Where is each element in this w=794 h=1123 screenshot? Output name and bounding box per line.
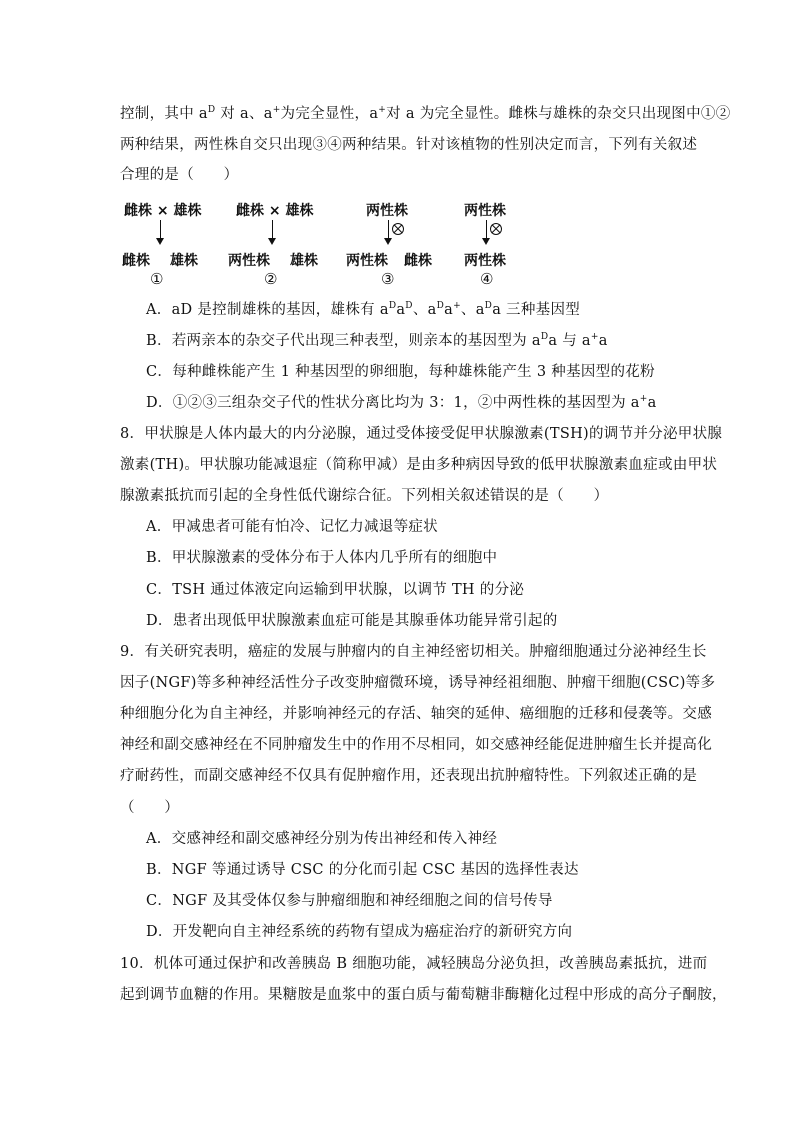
cross1-offspring-female: 雌株 [122,253,150,269]
q8-option-c: C．TSH 通过体液定向运输到甲状腺，以调节 TH 的分泌 [146,582,525,598]
q7-option-d: D．①②③三组杂交子代的性状分离比均为 3：1，②中两性株的基因型为 a+a [146,394,657,411]
cross1-arrow [160,220,161,240]
q9-stem-line-1: 9．有关研究表明，癌症的发展与肿瘤内的自主神经密切相关。肿瘤细胞通过分泌神经生长 [120,644,707,660]
q9-option-c: C．NGF 及其受体仅参与肿瘤细胞和神经细胞之间的信号传导 [146,893,553,909]
q8-stem-line-2: 激素(TH)。甲状腺功能减退症（简称甲减）是由多种病因导致的低甲状腺激素血症或由甲状 [120,457,718,473]
cross1-parents: 雌株 × 雄株 [124,203,202,219]
q10-stem-line-1: 10．机体可通过保护和改善胰岛 B 细胞功能，减轻胰岛分泌负担，改善胰岛素抵抗，进而 [120,956,708,972]
selfing-icon [392,223,404,235]
q10-stem-line-2: 起到调节血糖的作用。果糖胺是血浆中的蛋白质与葡萄糖非酶糖化过程中形成的高分子酮胺， [120,987,727,1003]
q9-option-d: D．开发靶向自主神经系统的药物有望成为癌症治疗的新研究方向 [146,924,573,940]
q9-stem-line-3: 种细胞分化为自主神经，并影响神经元的存活、轴突的延伸、癌细胞的迁移和侵袭等。交感 [120,706,712,722]
q7-option-a: A．aD 是控制雄株的基因，雄株有 $a^Da^D$、$a^Da^+$、$a^Da$ 三种基因型 [146,301,581,318]
cross3-label: ③ [381,270,395,288]
cross2-arrowhead [268,238,276,245]
q9-stem-line-5: 疗耐药性，而副交感神经不仅具有促肿瘤作用，还表现出抗肿瘤特性。下列叙述正确的是 [120,768,698,784]
q8-stem-line-3: 腺激素抵抗而引起的全身性低代谢综合征。下列相关叙述错误的是（ ） [120,488,609,504]
cross2-offspring-hermaphrodite: 两性株 [228,253,270,269]
cross4-parent: 两性株 [464,203,506,219]
cross2-arrow [272,220,273,240]
q7-stem-line-3: 合理的是（ ） [120,167,239,183]
cross3-arrow [388,220,389,240]
cross2-parents: 雌株 × 雄株 [236,203,314,219]
q8-stem-line-1: 8．甲状腺是人体内最大的内分泌腺，通过受体接受促甲状腺激素(TSH)的调节并分泌甲状腺 [120,426,723,442]
q9-stem-line-2: 因子(NGF)等多种神经活性分子改变肿瘤微环境，诱导神经祖细胞、肿瘤干细胞(CSC)等多 [120,675,716,691]
q8-option-a: A．甲减患者可能有怕冷、记忆力减退等症状 [146,519,438,535]
q7-option-b: B．若两亲本的杂交子代出现三种表型，则亲本的基因型为 $a^Da$ 与 a+a [146,332,608,349]
q8-option-d: D．患者出现低甲状腺激素血症可能是其腺垂体功能异常引起的 [146,613,558,629]
cross3-parent: 两性株 [366,203,408,219]
cross1-label: ① [150,270,164,288]
cross3-arrowhead [384,238,392,245]
cross2-label: ② [264,270,278,288]
q7-stem-line-1: 控制，其中 $a^D$ 对 a、a+为完全显性，a+对 a 为完全显性。雌株与雄株的杂交只出现图中①② [120,105,731,122]
cross2-offspring-male: 雄株 [290,253,318,269]
cross3-offspring-hermaphrodite: 两性株 [346,253,388,269]
q7-stem-line-2: 两种结果，两性株自交只出现③④两种结果。针对该植物的性别决定而言，下列有关叙述 [120,137,698,153]
q9-stem-line-4: 神经和副交感神经在不同肿瘤发生中的作用不尽相同，如交感神经能促进肿瘤生长并提高化 [120,737,712,753]
q9-option-a: A．交感神经和副交感神经分别为传出神经和传入神经 [146,831,498,847]
selfing-icon [490,223,502,235]
cross3-offspring-female: 雌株 [404,253,432,269]
q8-option-b: B．甲状腺激素的受体分布于人体内几乎所有的细胞中 [146,550,498,566]
cross4-offspring-hermaphrodite: 两性株 [464,253,506,269]
q9-option-b: B．NGF 等通过诱导 CSC 的分化而引起 CSC 基因的选择性表达 [146,862,579,878]
cross4-arrow [486,220,487,240]
cross4-label: ④ [480,270,494,288]
cross1-arrowhead [156,238,164,245]
cross1-offspring-male: 雄株 [170,253,198,269]
cross4-arrowhead [482,238,490,245]
q9-stem-line-6: （ ） [120,800,180,816]
q7-option-c: C．每种雌株能产生 1 种基因型的卵细胞，每种雄株能产生 3 种基因型的花粉 [146,364,655,380]
